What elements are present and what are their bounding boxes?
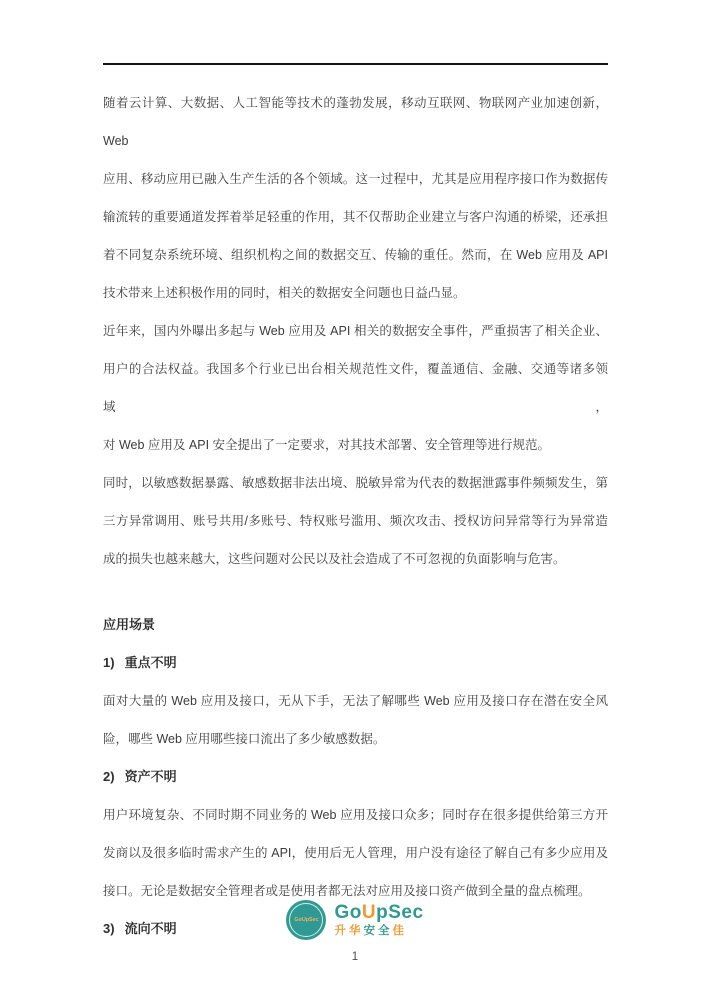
text-line: 近年来，国内外曝出多起与 Web 应用及 API 相关的数据安全事件，严重损害了相关企业、 (103, 324, 608, 338)
tagline-char: 安 (363, 924, 378, 937)
tagline-char: 华 (348, 924, 364, 937)
goupsec-logo (286, 900, 423, 940)
text-line: 成的损失也越来越大，这些问题对公民以及社会造成了不可忽视的负面影响与危害。 (103, 552, 566, 566)
text-line: 三方异常调用、账号共用/多账号、特权账号滥用、频次攻击、授权访问异常等行为异常造 (103, 514, 608, 528)
seal-text: GoUpSec (294, 917, 319, 923)
text-line: 着不同复杂系统环境、组织机构之间的数据交互、传输的重任。然而，在 Web 应用及 API (103, 248, 608, 262)
tagline-char: 全 (377, 924, 393, 937)
page-number: 1 (351, 951, 359, 963)
logo-text-block (334, 903, 423, 938)
text-line: 险，哪些 Web 应用哪些接口流出了多少敏感数据。 (103, 732, 386, 746)
section-heading (103, 606, 608, 644)
heading-number: 3) (103, 921, 115, 936)
logo-tagline (334, 924, 407, 938)
heading-title: 流向不明 (124, 921, 177, 936)
text-line: 应用、移动应用已融入生产生活的各个领域。这一过程中，尤其是应用程序接口作为数据传 (103, 172, 608, 186)
text-line: 技术带来上述积极作用的同时，相关的数据安全问题也日益凸显。 (103, 286, 466, 300)
text-line: 对 Web 应用及 API 安全提出了一定要求，对其技术部署、安全管理等进行规范。 (103, 438, 551, 452)
text-line: 同时，以敏感数据暴露、敏感数据非法出境、脱敏异常为代表的数据泄露事件频频发生，第 (103, 476, 608, 490)
goupsec-seal-icon (286, 900, 326, 940)
seal-inner-ring (289, 903, 323, 937)
text-line: 输流转的重要通道发挥着举足轻重的作用，其不仅帮助企业建立与客户沟通的桥梁，还承担 (103, 210, 608, 224)
text-line: 接口。无论是数据安全管理者或是使用者都无法对应用及接口资产做到全量的盘点梳理。 (103, 884, 591, 898)
text-line: 用户环境复杂、不同时期不同业务的 Web 应用及接口众多；同时存在很多提供给第三方开 (103, 808, 608, 822)
page-footer (0, 900, 710, 963)
text-line: 用户的合法权益。我国多个行业已出台相关规范性文件，覆盖通信、金融、交通等诸多领域， (103, 362, 608, 414)
text-line: 发商以及很多临时需求产生的 API，使用后无人管理，用户没有途径了解自己有多少应用及 (103, 846, 608, 860)
heading-title: 重点不明 (124, 655, 177, 670)
header-rule (103, 63, 608, 65)
heading-number: 2) (103, 769, 115, 784)
heading-title: 资产不明 (124, 769, 177, 784)
tagline-char: 佳 (392, 924, 407, 937)
text-line: 随着云计算、大数据、人工智能等技术的蓬勃发展，移动互联网、物联网产业加速创新，Web (103, 96, 608, 148)
heading-number: 1) (103, 655, 115, 670)
wordmark-psec: pSec (376, 901, 424, 923)
document-body (103, 84, 608, 948)
heading-title: 应用场景 (103, 617, 156, 632)
section-gap (103, 578, 608, 606)
wordmark-go: Go (334, 901, 362, 923)
tagline-char: 升 (334, 924, 349, 937)
wordmark-u: U (361, 901, 377, 923)
text-line: 面对大量的 Web 应用及接口，无从下手，无法了解哪些 Web 应用及接口存在潜在安全风 (103, 694, 608, 708)
logo-wordmark (334, 903, 423, 923)
section-heading (103, 758, 608, 796)
section-heading (103, 644, 608, 682)
